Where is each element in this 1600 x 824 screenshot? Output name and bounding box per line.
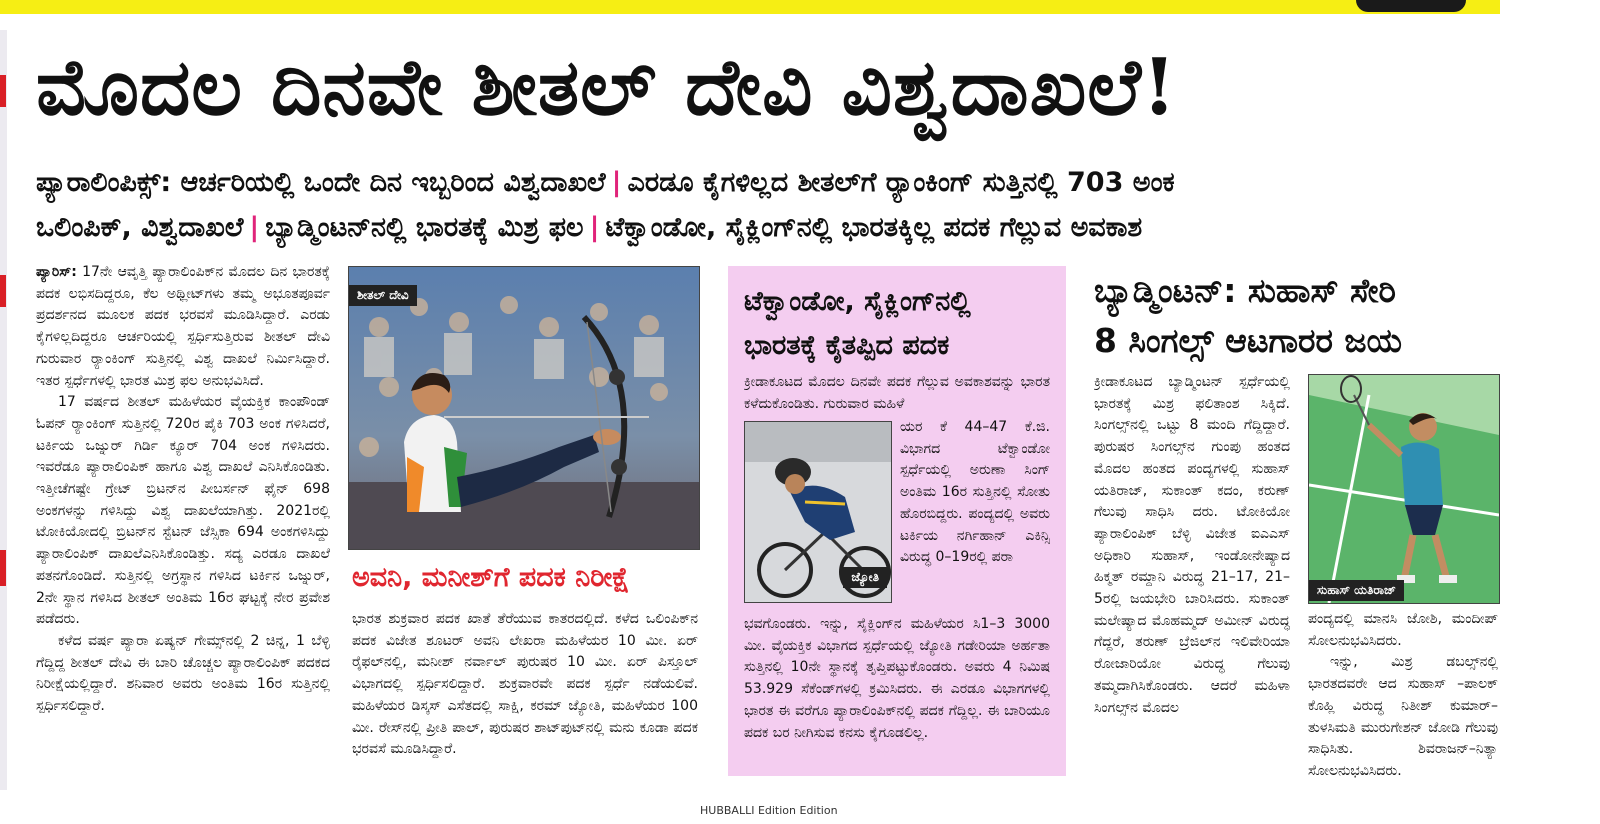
deck-line-2 — [36, 208, 1516, 248]
article-paragraph: ಕ್ರೀಡಾಕೂಟದ ಬ್ಯಾಡ್ಮಿಂಟನ್ ಸ್ಪರ್ಧೆಯಲ್ಲಿ ಭಾರತಕ್ಕೆ ಮಿಶ್ರ ಫಲಿತಾಂಶ ಸಿಕ್ಕಿದೆ. ಸಿಂಗಲ್ಸ್‌ನಲ್ಲಿ ಒಟ್ಟು 8 ಮಂದಿ ಗೆದ್ದಿದ್ದಾರೆ. ಪುರುಷರ ಸಿಂಗಲ್ಸ್‌ನ ಗುಂಪು ಹಂತದ ಮೊದಲ ಹಂತದ ಪಂದ್ಯಗಳಲ್ಲಿ ಸುಹಾಸ್ ಯತಿರಾಜ್, ಸುಕಾಂತ್ ಕದಂ, ಕರುಣ್ ಗೆಲುವು ಸಾಧಿಸಿ ದರು. ಟೋಕಿಯೋ ಪ್ಯಾರಾಲಿಂಪಿಕ್ ಬೆಳ್ಳಿ ವಿಜೇತ ಐಎಎಸ್ ಅಧಿಕಾರಿ ಸುಹಾಸ್, ಇಂಡೋನೇಷ್ಯಾದ ಹಿಕ್ಮತ್ ರಮ್ದಾನಿ ವಿರುದ್ಧ 21–17, 21–5ರಲ್ಲಿ ಜಯಭೇರಿ ಬಾರಿಸಿದರು. ಸುಕಾಂತ್ ಮಲೇಷ್ಯಾದ ಮೊಹಮ್ಮದ್ ಅಮೀನ್ ವಿರುದ್ಧ ಗೆದ್ದರೆ, ತರುಣ್ ಬ್ರೆಜಿಲ್‌ನ ಇಲಿವೇರಿಯಾ ರೋಜಾರಿಯೋ ವಿರುದ್ಧ ಗೆಲುವು ತಮ್ಮದಾಗಿಸಿಕೊಂಡರು. ಆದರೆ ಮಹಿಳಾ ಸಿಂಗಲ್ಸ್‌ನ ಮೊದಲ — [1094, 374, 1290, 716]
deck-item: ಬ್ಯಾಡ್ಮಿಂಟನ್‌ನಲ್ಲಿ ಭಾರತಕ್ಕೆ ಮಿಶ್ರ ಫಲ — [265, 212, 584, 243]
deck-item: ಎರಡೂ ಕೈಗಳಿಲ್ಲದ ಶೀತಲ್‌ಗೆ ರ‍್ಯಾಂಕಿಂಗ್ ಸುತ್ತಿನಲ್ಲಿ 703 ಅಂಕ — [627, 167, 1175, 198]
deck-separator: | — [589, 212, 600, 243]
article-paragraph: ಯರ ಕೆ 44–47 ಕೆ.ಜಿ. ವಿಭಾಗದ ಟೆಕ್ವಾಂಡೋ ಸ್ಪರ್ಧೆಯಲ್ಲಿ ಅರುಣಾ ಸಿಂಗ್ ಅಂತಿಮ 16ರ ಸುತ್ತಿನಲ್ಲಿ ಸೋತು ಹೊರಬಿದ್ದರು. ಪಂದ್ಯದಲ್ಲಿ ಅವರು ಟರ್ಕಿಯ ನರ್ಗಿಹಾನ್ ಎಕಿನ್ಸಿ ವಿರುದ್ಧ 0–19ರಲ್ಲಿ ಪರಾ — [900, 419, 1050, 566]
margin-red-mark — [0, 550, 6, 586]
article-paragraph: 17ನೇ ಆವೃತ್ತಿ ಪ್ಯಾರಾಲಿಂಪಿಕ್‌ನ ಮೊದಲ ದಿನ ಭಾರತಕ್ಕೆ ಪದಕ ಲಭಿಸದಿದ್ದರೂ, ಕೆಲ ಅಥ್ಲೀಟ್‌ಗಳು ತಮ್ಮ ಅಭೂತಪೂರ್ವ ಪ್ರದರ್ಶನದ ಮೂಲಕ ಪದಕ ಭರವಸೆ ಮೂಡಿಸಿದ್ದಾರೆ. ಎರಡು ಕೈಗಳಿಲ್ಲದಿದ್ದರೂ ಆರ್ಚರಿಯಲ್ಲಿ ಸ್ಪರ್ಧಿಸುತ್ತಿರುವ ಶೀತಲ್ ದೇವಿ ಗುರುವಾರ ರ‍್ಯಾಂಕಿಂಗ್ ಸುತ್ತಿನಲ್ಲಿ ವಿಶ್ವ ದಾಖಲೆ ನಿರ್ಮಿಸಿದ್ದಾರೆ. ಇತರ ಸ್ಪರ್ಧೆಗಳಲ್ಲಿ ಭಾರತ ಮಿಶ್ರ ಫಲ ಅನುಭವಿಸಿದೆ. — [36, 264, 330, 389]
box-headline-line: ಟೆಕ್ವಾಂಡೋ, ಸೈಕ್ಲಿಂಗ್‌ನಲ್ಲಿ — [744, 286, 971, 317]
top-yellow-bar — [0, 0, 1500, 14]
badminton-headline-line: 8 ಸಿಂಗಲ್ಸ್ ಆಟಗಾರರ ಜಯ — [1094, 321, 1402, 360]
box-rest-text — [744, 614, 1050, 766]
top-bar-mark — [1356, 0, 1466, 12]
badminton-player-image — [1309, 375, 1499, 603]
article-paragraph: ಪಂದ್ಯದಲ್ಲಿ ಮಾನಸಿ ಜೋಶಿ, ಮಂದೀಪ್ ಸೋಲನುಭವಿಸಿದರು. — [1308, 611, 1498, 649]
deck-item: ಪ್ಯಾರಾಲಿಂಪಿಕ್ಸ್: ಆರ್ಚರಿಯಲ್ಲಿ ಒಂದೇ ದಿನ ಇಬ್ಬರಿಂದ ವಿಶ್ವದಾಖಲೆ — [36, 167, 606, 198]
badminton-article-cont — [1308, 609, 1498, 784]
cycling-photo — [744, 421, 892, 603]
archer-image — [349, 267, 699, 549]
deck-separator: | — [249, 212, 260, 243]
left-margin-strip — [0, 30, 7, 790]
box-intro — [744, 372, 1050, 416]
badminton-headline — [1094, 266, 1402, 366]
article-paragraph: ಭಾರತ ಶುಕ್ರವಾರ ಪದಕ ಖಾತೆ ತೆರೆಯುವ ಕಾತರದಲ್ಲಿದೆ. ಕಳೆದ ಒಲಿಂಪಿಕ್‌ನ ಪದಕ ವಿಜೇತ ಶೂಟರ್ ಅವನಿ ಲೇಖರಾ ಮಹಿಳೆಯರ 10 ಮೀ. ಏರ್ ರೈಫಲ್‌ನಲ್ಲಿ, ಮನೀಶ್ ನರ್ವಾಲ್ ಪುರುಷರ 10 ಮೀ. ಏರ್ ಪಿಸ್ತೂಲ್ ವಿಭಾಗದಲ್ಲಿ ಸ್ಪರ್ಧಿಸಲಿದ್ದಾರೆ. ಶುಕ್ರವಾರವೇ ಪದಕ ಸ್ಪರ್ಧೆ ನಡೆಯಲಿವೆ. ಮಹಿಳೆಯರ ಡಿಸ್ಕಸ್ ಎಸೆತದಲ್ಲಿ ಸಾಕ್ಷಿ, ಕರಮ್ ಜ್ಯೋತಿ, ಮಹಿಳೆಯರ 100 ಮೀ. ರೇಸ್‌ನಲ್ಲಿ ಪ್ರೀತಿ ಪಾಲ್, ಪುರುಷರ ಶಾಟ್‌ಪುಟ್‌ನಲ್ಲಿ ಮನು ಕೂಡಾ ಪದಕ ಭರವಸೆ ಮೂಡಿಸಿದ್ದಾರೆ. — [352, 611, 698, 758]
box-side-text — [900, 417, 1050, 613]
article-paragraph: ಕ್ರೀಡಾಕೂಟದ ಮೊದಲ ದಿನವೇ ಪದಕ ಗೆಲ್ಲುವ ಅವಕಾಶವನ್ನು ಭಾರತ ಕಳೆದುಕೊಂಡಿತು. ಗುರುವಾರ ಮಹಿಳೆ — [744, 374, 1050, 412]
margin-red-mark — [0, 275, 6, 307]
main-headline: ಮೊದಲ ದಿನವೇ ಶೀತಲ್ ದೇವಿ ವಿಶ್ವದಾಖಲೆ! — [36, 42, 1178, 133]
column-1-article — [36, 262, 330, 782]
article-paragraph: ಕಳೆದ ವರ್ಷ ಪ್ಯಾರಾ ಏಷ್ಯನ್ ಗೇಮ್ಸ್‌ನಲ್ಲಿ 2 ಚಿನ್ನ, 1 ಬೆಳ್ಳಿ ಗೆದ್ದಿದ್ದ ಶೀತಲ್ ದೇವಿ ಈ ಬಾರಿ ಚೊಚ್ಚಲ ಪ್ಯಾರಾಲಿಂಪಿಕ್ ಪದಕದ ನಿರೀಕ್ಷೆಯಲ್ಲಿದ್ದಾರೆ. ಶನಿವಾರ ಅವರು ಅಂತಿಮ 16ರ ಸುತ್ತಿನಲ್ಲಿ ಸ್ಪರ್ಧಿಸಲಿದ್ದಾರೆ. — [36, 632, 330, 715]
article-paragraph: ಭವಗೊಂಡರು. ಇನ್ನು, ಸೈಕ್ಲಿಂಗ್‌ನ ಮಹಿಳೆಯರ ಸಿ1–3 3000 ಮೀ. ವೈಯಕ್ತಿಕ ವಿಭಾಗದ ಸ್ಪರ್ಧೆಯಲ್ಲಿ ಜ್ಯೋತಿ ಗಡೇರಿಯಾ ಅರ್ಹತಾ ಸುತ್ತಿನಲ್ಲಿ 10ನೇ ಸ್ಥಾನಕ್ಕೆ ತೃಪ್ತಿಪಟ್ಟುಕೊಂಡರು. ಅವರು 4 ನಿಮಿಷ 53.929 ಸೆಕೆಂಡ್‌ಗಳಲ್ಲಿ ಕ್ರಮಿಸಿದರು. ಈ ಎರಡೂ ವಿಭಾಗಗಳಲ್ಲಿ ಭಾರತ ಈ ವರೆಗೂ ಪ್ಯಾರಾಲಿಂಪಿಕ್‌ನಲ್ಲಿ ಪದಕ ಗೆದ್ದಿಲ್ಲ. ಈ ಬಾರಿಯೂ ಪದಕ ಬರ ನೀಗಿಸುವ ಕನಸು ಕೈಗೂಡಲಿಲ್ಲ. — [744, 616, 1050, 741]
margin-red-mark — [0, 75, 6, 107]
deck-item: ಒಲಿಂಪಿಕ್, ವಿಶ್ವದಾಖಲೆ — [36, 212, 244, 243]
archery-photo — [348, 266, 700, 550]
column-2-article — [352, 609, 698, 784]
box-headline-line: ಭಾರತಕ್ಕೆ ಕೈತಪ್ಪಿದ ಪದಕ — [744, 330, 950, 361]
badminton-article — [1094, 372, 1290, 784]
box-headline — [744, 280, 971, 368]
deck-line-1 — [36, 163, 1516, 203]
photo-caption: ಶೀತಲ್ ದೇವಿ — [349, 285, 417, 306]
badminton-photo — [1308, 374, 1500, 604]
article-paragraph: ಇನ್ನು, ಮಿಶ್ರ ಡಬಲ್ಸ್‌ನಲ್ಲಿ ಭಾರತದವರೇ ಆದ ಸುಹಾಸ್ –ಪಾಲಕ್ ಕೊಹ್ಲಿ ವಿರುದ್ಧ ನಿತೀಶ್ ಕುಮಾರ್–ತುಳಸಿಮತಿ ಮುರುಗೇಶನ್ ಜೋಡಿ ಗೆಲುವು ಸಾಧಿಸಿತು. ಶಿವರಾಜನ್–ನಿತ್ಯಾ ಸೋಲನುಭವಿಸಿದರು. — [1308, 654, 1498, 779]
deck-separator: | — [611, 167, 622, 198]
dateline: ಪ್ಯಾರಿಸ್: — [36, 264, 77, 280]
edition-footer: HUBBALLI Edition Edition — [700, 804, 838, 817]
photo-caption: ಸುಹಾಸ್ ಯತಿರಾಜ್ — [1309, 580, 1404, 601]
photo-caption: ಜ್ಯೋತಿ — [843, 567, 887, 588]
deck-item: ಟೆಕ್ವಾಂಡೋ, ಸೈಕ್ಲಿಂಗ್‌ನಲ್ಲಿ ಭಾರತಕ್ಕಿಲ್ಲ ಪದಕ ಗೆಲ್ಲುವ ಅವಕಾಶ — [605, 212, 1143, 243]
badminton-headline-line: ಬ್ಯಾಡ್ಮಿಂಟನ್: ಸುಹಾಸ್ ಸೇರಿ — [1094, 271, 1396, 310]
article-paragraph: 17 ವರ್ಷದ ಶೀತಲ್ ಮಹಿಳೆಯರ ವೈಯಕ್ತಿಕ ಕಾಂಪೌಂಡ್ ಓಪನ್ ರ‍್ಯಾಂಕಿಂಗ್ ಸುತ್ತಿನಲ್ಲಿ 720ರ ಪೈಕಿ 703 ಅಂಕ ಗಳಿಸಿದರೆ, ಟರ್ಕಿಯ ಒಜ್ನುರ್ ಗಿರ್ಡಿ ಕ್ಯೂರ್ 704 ಅಂಕ ಗಳಿಸಿದರು. ಇವರೆಡೂ ಪ್ಯಾರಾಲಿಂಪಿಕ್ ಹಾಗೂ ವಿಶ್ವ ದಾಖಲೆ ಎನಿಸಿಕೊಂಡಿತು. ಇತ್ತೀಚೆಗಷ್ಟೇ ಗ್ರೇಟ್ ಬ್ರಿಟನ್‌ನ ಪೀಬರ್ಸನ್ ಫೈನ್ 698 ಅಂಕಗಳನ್ನು ಗಳಿಸಿದ್ದು ವಿಶ್ವ ದಾಖಲೆಯಾಗಿತ್ತು. 2021ರಲ್ಲಿ ಟೋಕಿಯೋದಲ್ಲಿ ಬ್ರಿಟನ್‌ನ ಸ್ಟೆಟನ್ ಜೆಸ್ಸಿಕಾ 694 ಅಂಕಗಳಿಸಿದ್ದು ಪ್ಯಾರಾಲಿಂಪಿಕ್ ದಾಖಲೆಎನಿಸಿಕೊಂಡಿತ್ತು. ಸದ್ಯ ಎರಡೂ ದಾಖಲೆ ಪತನಗೊಂಡಿದೆ. ಸುತ್ತಿನಲ್ಲಿ ಅಗ್ರಸ್ಥಾನ ಗಳಿಸಿದ ಟರ್ಕಿನ ಒಜ್ನುರ್, 2ನೇ ಸ್ಥಾನ ಗಳಿಸಿದ ಶೀತಲ್ ಅಂತಿಮ 16ರ ಘಟ್ಟಕ್ಕೆ ನೇರ ಪ್ರವೇಶ ಪಡೆದರು. — [36, 394, 330, 628]
subheadline: ಅವನಿ, ಮನೀಶ್‌ಗೆ ಪದಕ ನಿರೀಕ್ಷೆ — [352, 562, 630, 593]
